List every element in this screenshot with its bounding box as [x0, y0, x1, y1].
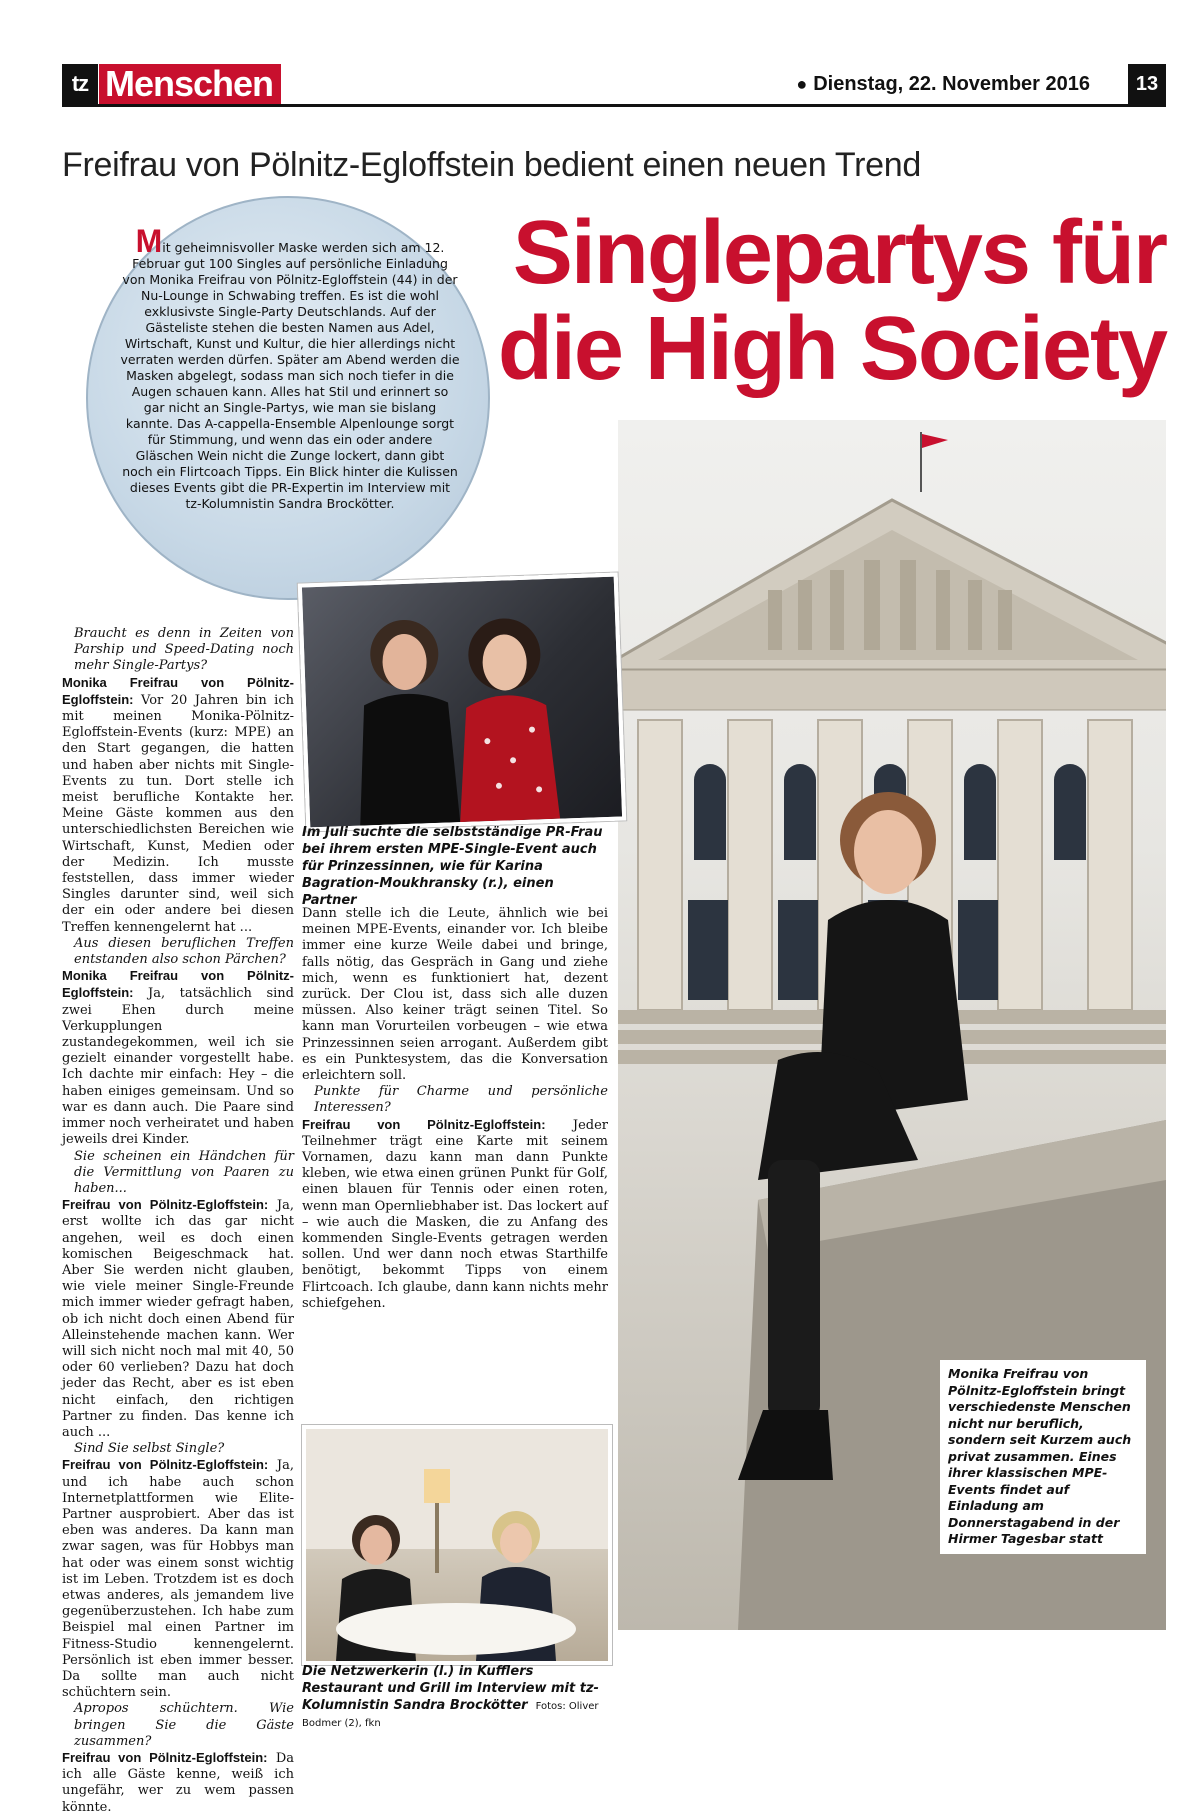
- speaker: Monika Freifrau von Pölnitz-Egloffstein:: [62, 968, 294, 1001]
- section-title: Menschen: [99, 64, 281, 104]
- page-number: 13: [1128, 64, 1166, 104]
- two-women-illustration: [302, 577, 622, 828]
- issue-date: [796, 70, 1090, 98]
- speaker: Freifrau von Pölnitz-Egloffstein:: [62, 1197, 269, 1213]
- kicker-line: Freifrau von Pölnitz-Egloffstein bedient einen neuen Trend: [62, 146, 921, 184]
- answer: [302, 1117, 608, 1312]
- answer-text: Da ich alle Gäste kenne, weiß ich ungefähr, wer zu wem passen könnte.: [62, 1751, 294, 1815]
- drop-cap: M: [135, 223, 163, 259]
- answer-text: Ja, und ich habe auch schon Internetplattformen wie Elite-Partner ausprobiert. Aber das ist eben was anderes. Da kann man zwar sagen, was für Hobbys man hat oder was einem sonst wichtig ist im Leben. Trotzdem ist es doch etwas anderes, als jemandem live gegenüberzustehen. Ich habe zum Beispiel mal einen Partner im Fitness-Studio kennengelernt. Persönlich ist eben immer besser. Da sollte man auch nicht schüchtern sein.: [62, 1458, 294, 1701]
- question: Punkte für Charme und persönliche Interessen?: [314, 1084, 608, 1116]
- question: Sind Sie selbst Single?: [74, 1441, 225, 1457]
- speaker: Freifrau von Pölnitz-Egloffstein:: [302, 1116, 546, 1132]
- caption-restaurant: [302, 1663, 602, 1731]
- photo-two-women: [298, 572, 626, 831]
- bullet-icon: ●: [796, 74, 808, 94]
- answer: [62, 1457, 294, 1701]
- answer: [62, 675, 294, 936]
- headline-line-1: Singlepartys für: [512, 203, 1166, 303]
- photo-credit: Fotos: Oliver Bodmer (2), fkn: [302, 1701, 599, 1729]
- header-rule: [62, 104, 1166, 107]
- answer-text: Ja, erst wollte ich das gar nicht angehen, weil es doch einen komischen Beigeschmack hat. Aber Sie werden nicht glauben, wie viele meiner Single-Freunde mich immer wieder gefragt haben, ob ich nicht doch einen Abend für Alleinstehende machen kann. Wer will sich nicht noch mal mit 40, 50 oder 60 verlieben? Dazu hat doch jeder das Recht, aber es ist eben nicht einfach, den richtigen Partner zu finden. Das kenne ich auch ...: [62, 1198, 294, 1440]
- answer-text: Jeder Teilnehmer trägt eine Karte mit seinem Vornamen, dazu kann man dann Punkte kleben, wie etwa einen grünen Punkt für Golf, einen blauen für Tennis oder einen roten, wenn man Opernliebhaber ist. Das lockert auf – wie auch die Masken, die zu Anfang des kommenden Single-Events getragen werden sollen. Und wer dann noch etwas Starthilfe benötigt, bekommt Tipps von einem Flirtcoach. Ich glaube, dann kann nichts mehr schiefgehen.: [302, 1117, 608, 1311]
- headline-line-2: die High Society: [497, 299, 1166, 399]
- question: Apropos schüchtern. Wie bringen Sie die Gäste zusammen?: [74, 1701, 294, 1749]
- tz-logo: tz: [62, 64, 98, 104]
- answer-text: Ja, tatsächlich sind zwei Ehen durch meine Verkupplungen zustandegekommen, weil ich sie gezielt einander vorgestellt habe. Ich dachte mir einfach: Hey – die haben einiges gemeinsam. Und so war es dann auch. Die Paare sind immer noch verheiratet und haben jeweils drei Kinder.: [62, 986, 294, 1148]
- speaker: Freifrau von Pölnitz-Egloffstein:: [62, 1750, 268, 1766]
- question: Braucht es denn in Zeiten von Parship und Speed-Dating noch mehr Single-Partys?: [74, 626, 294, 674]
- issue-date-text: Dienstag, 22. November 2016: [813, 73, 1090, 95]
- interview-column-1: [62, 626, 294, 1816]
- interview-column-2: [302, 906, 608, 1312]
- caption-restaurant-text: Die Netzwerkerin (l.) in Kufflers Restaurant und Grill im Interview mit tz-Kolumnistin Sandra Brockötter: [302, 1664, 599, 1713]
- caption-two-women: Im Juli suchte die selbstständige PR-Frau bei ihrem ersten MPE-Single-Event auch für Prinzessinnen, wie für Karina Bagration-Moukhransky (r.), einen Partner: [302, 825, 603, 908]
- photo-restaurant: [302, 1425, 612, 1665]
- speaker: Monika Freifrau von Pölnitz-Egloffstein:: [62, 674, 294, 707]
- caption-main-photo: Monika Freifrau von Pölnitz-Egloffstein bringt verschiedenste Menschen nicht nur beruflich, sondern seit Kurzem auch privat zusammen. Eines ihrer klassischen MPE-Events findet auf Einladung am Donnerstagabend in der Hirmer Tagesbar statt: [940, 1360, 1146, 1554]
- question: Sie scheinen ein Händchen für die Vermittlung von Paaren zu haben...: [74, 1148, 294, 1196]
- answer: [62, 1197, 294, 1441]
- answer: [62, 968, 294, 1148]
- restaurant-illustration: [306, 1429, 608, 1661]
- answer-text: Dann stelle ich die Leute, ähnlich wie bei meinen MPE-Events, einander vor. Ich bleibe immer eine kurze Weile dabei und bringe, falls nötig, das Gespräch in Gang und ziehe mich, wenn es funktioniert hat, dezent zurück. Der Clou ist, dass sich alle duzen müssen. Also keiner trägt seinen Titel. So kann man Vorurteilen vorbeugen – wie etwa Prinzessinnen seien arrogant. Außerdem gibt es ein Punktesystem, das die Konversation erleichtern soll.: [302, 906, 608, 1084]
- intro-text: [120, 223, 460, 512]
- question: Aus diesen beruflichen Treffen entstanden also schon Pärchen?: [74, 935, 294, 968]
- speaker: Freifrau von Pölnitz-Egloffstein:: [62, 1457, 269, 1473]
- intro-body: it geheimnisvoller Maske werden sich am 12. Februar gut 100 Singles auf persönliche Einladung von Monika Freifrau von Pölnitz-Egloffstein (44) in der Nu-Lounge in Schwabing treffen. Es ist die wohl exklusivste Single-Party Deutschlands. Auf der Gästeliste stehen die besten Namen aus Adel, Wirtschaft, Kunst und Kultur, die hier allerdings nicht verraten werden dürfen. Später am Abend werden die Masken abgelegt, sodass man sich noch tiefer in die Augen schauen kann. Alles hat Stil und erinnert so gar nicht an Single-Partys, wie man sie bislang kannte. Das A-cappella-Ensemble Alpenlounge sorgt für Stimmung, und wenn das ein oder andere Gläschen Wein nicht die Zunge lockert, dann gibt noch ein Flirtcoach Tipps. Ein Blick hinter die Kulissen dieses Events gibt die PR-Expertin im Interview mit tz-Kolumnistin Sandra Brockötter.: [120, 240, 460, 511]
- answer-text: Vor 20 Jahren bin ich mit meinen Monika-Pölnitz-Egloffstein-Events (kurz: MPE) an den Start gegangen, die hatten und haben aber nichts mit Single-Events zu tun. Dort stelle ich meist berufliche Kontakte her. Meine Gäste kommen aus den unterschiedlichsten Bereichen wie Wirtschaft, Kunst, Medien oder der Medizin. Ich musste feststellen, dass immer wieder Singles darunter sind, weil sich der ein oder andere bei diesen Treffen kennengelernt hat ...: [62, 692, 294, 935]
- answer: [62, 1750, 294, 1816]
